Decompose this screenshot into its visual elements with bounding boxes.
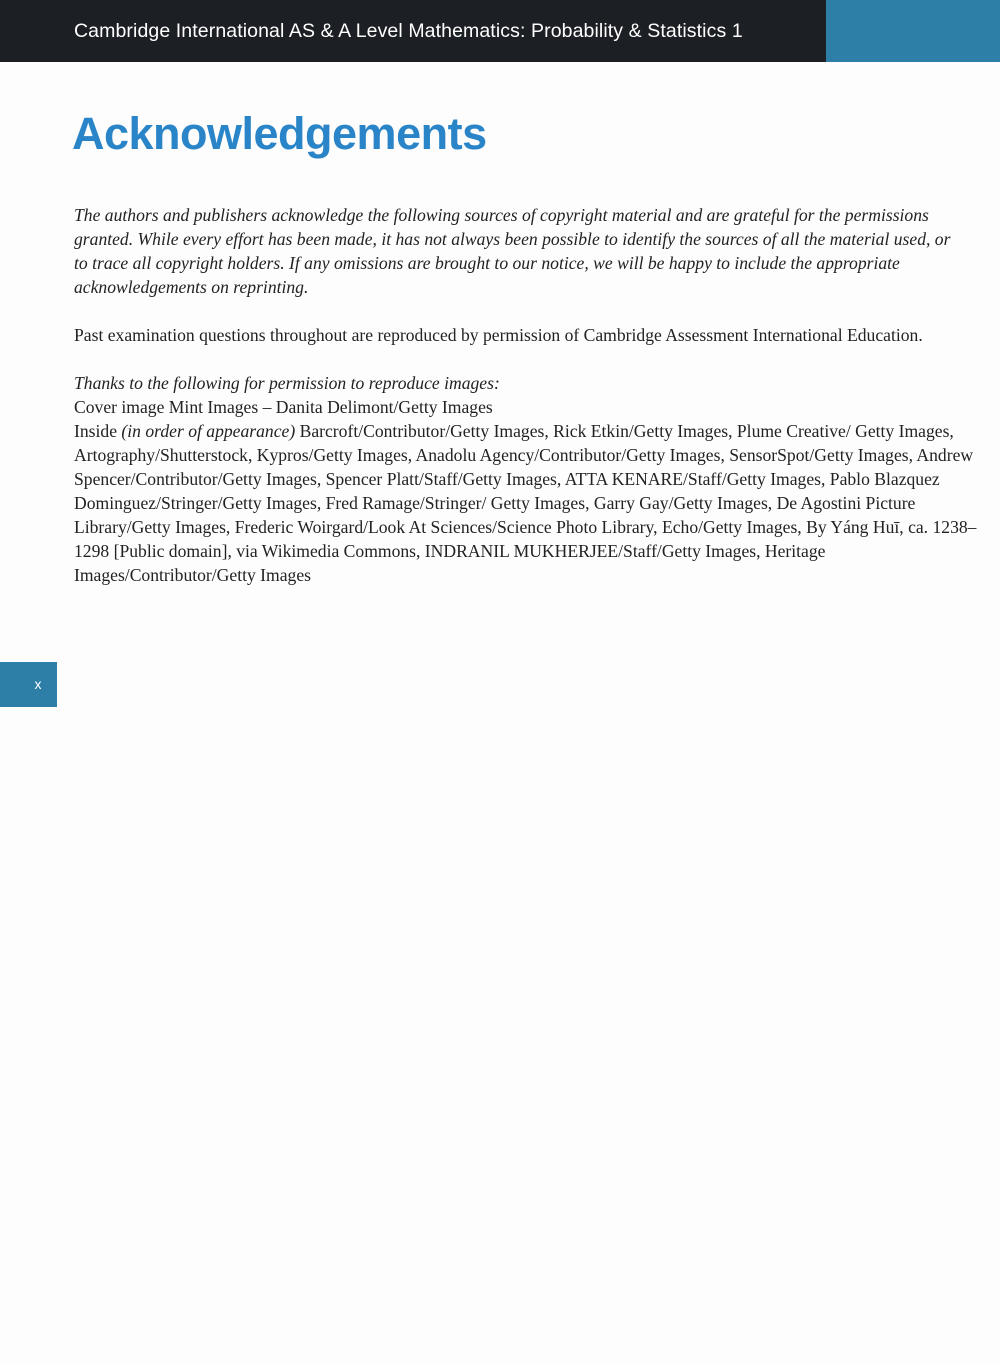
cover-credit: Cover image Mint Images – Danita Delimont/Getty Images [74, 397, 493, 417]
acknowledgements-body [74, 203, 986, 587]
inside-credits-paragraph [74, 419, 986, 587]
intro-paragraph: The authors and publishers acknowledge the following sources of copyright material and are grateful for the permissions granted. While every effort has been made, it has not always been possible to identify the sources of all the material used, or to trace all copyright holders. If any omissions are brought to our notice, we will be happy to include the appropriate acknowledgements on reprinting. [74, 205, 951, 297]
inside-order-note: (in order of appearance) [121, 421, 296, 441]
page-title: Acknowledgements [72, 108, 487, 159]
book-title: Cambridge International AS & A Level Mathematics: Probability & Statistics 1 [74, 20, 743, 42]
exam-permission-paragraph: Past examination questions throughout are reproduced by permission of Cambridge Assessment International Education. [74, 325, 923, 345]
inside-label: Inside [74, 421, 117, 441]
images-intro: Thanks to the following for permission to reproduce images: [74, 373, 500, 393]
page-number: x [34, 676, 42, 692]
inside-credits: Barcroft/Contributor/Getty Images, Rick Etkin/Getty Images, Plume Creative/ Getty Images, Artography/Shutterstock, Kypros/Getty Images, Anadolu Agency/Contributor/Getty Images, SensorSpot/Getty Images, Andrew Spencer/Contributor/Getty Images, Spencer Platt/Staff/Getty Images, ATTA KENARE/Staff/Getty Images, Pablo Blazquez Dominguez/Stringer/Getty Images, Fred Ramage/Stringer/ Getty Images, Garry Gay/Getty Images, De Agostini Picture Library/Getty Images, Frederic Woirgard/Look At Sciences/Science Photo Library, Echo/Getty Images, By Yáng Huī, ca. 1238–1298 [Public domain], via Wikimedia Commons, INDRANIL MUKHERJEE/Staff/Getty Images, Heritage Images/Contributor/Getty Images [74, 421, 977, 585]
header-accent-block [826, 0, 1000, 62]
page-number-tab [0, 662, 57, 707]
